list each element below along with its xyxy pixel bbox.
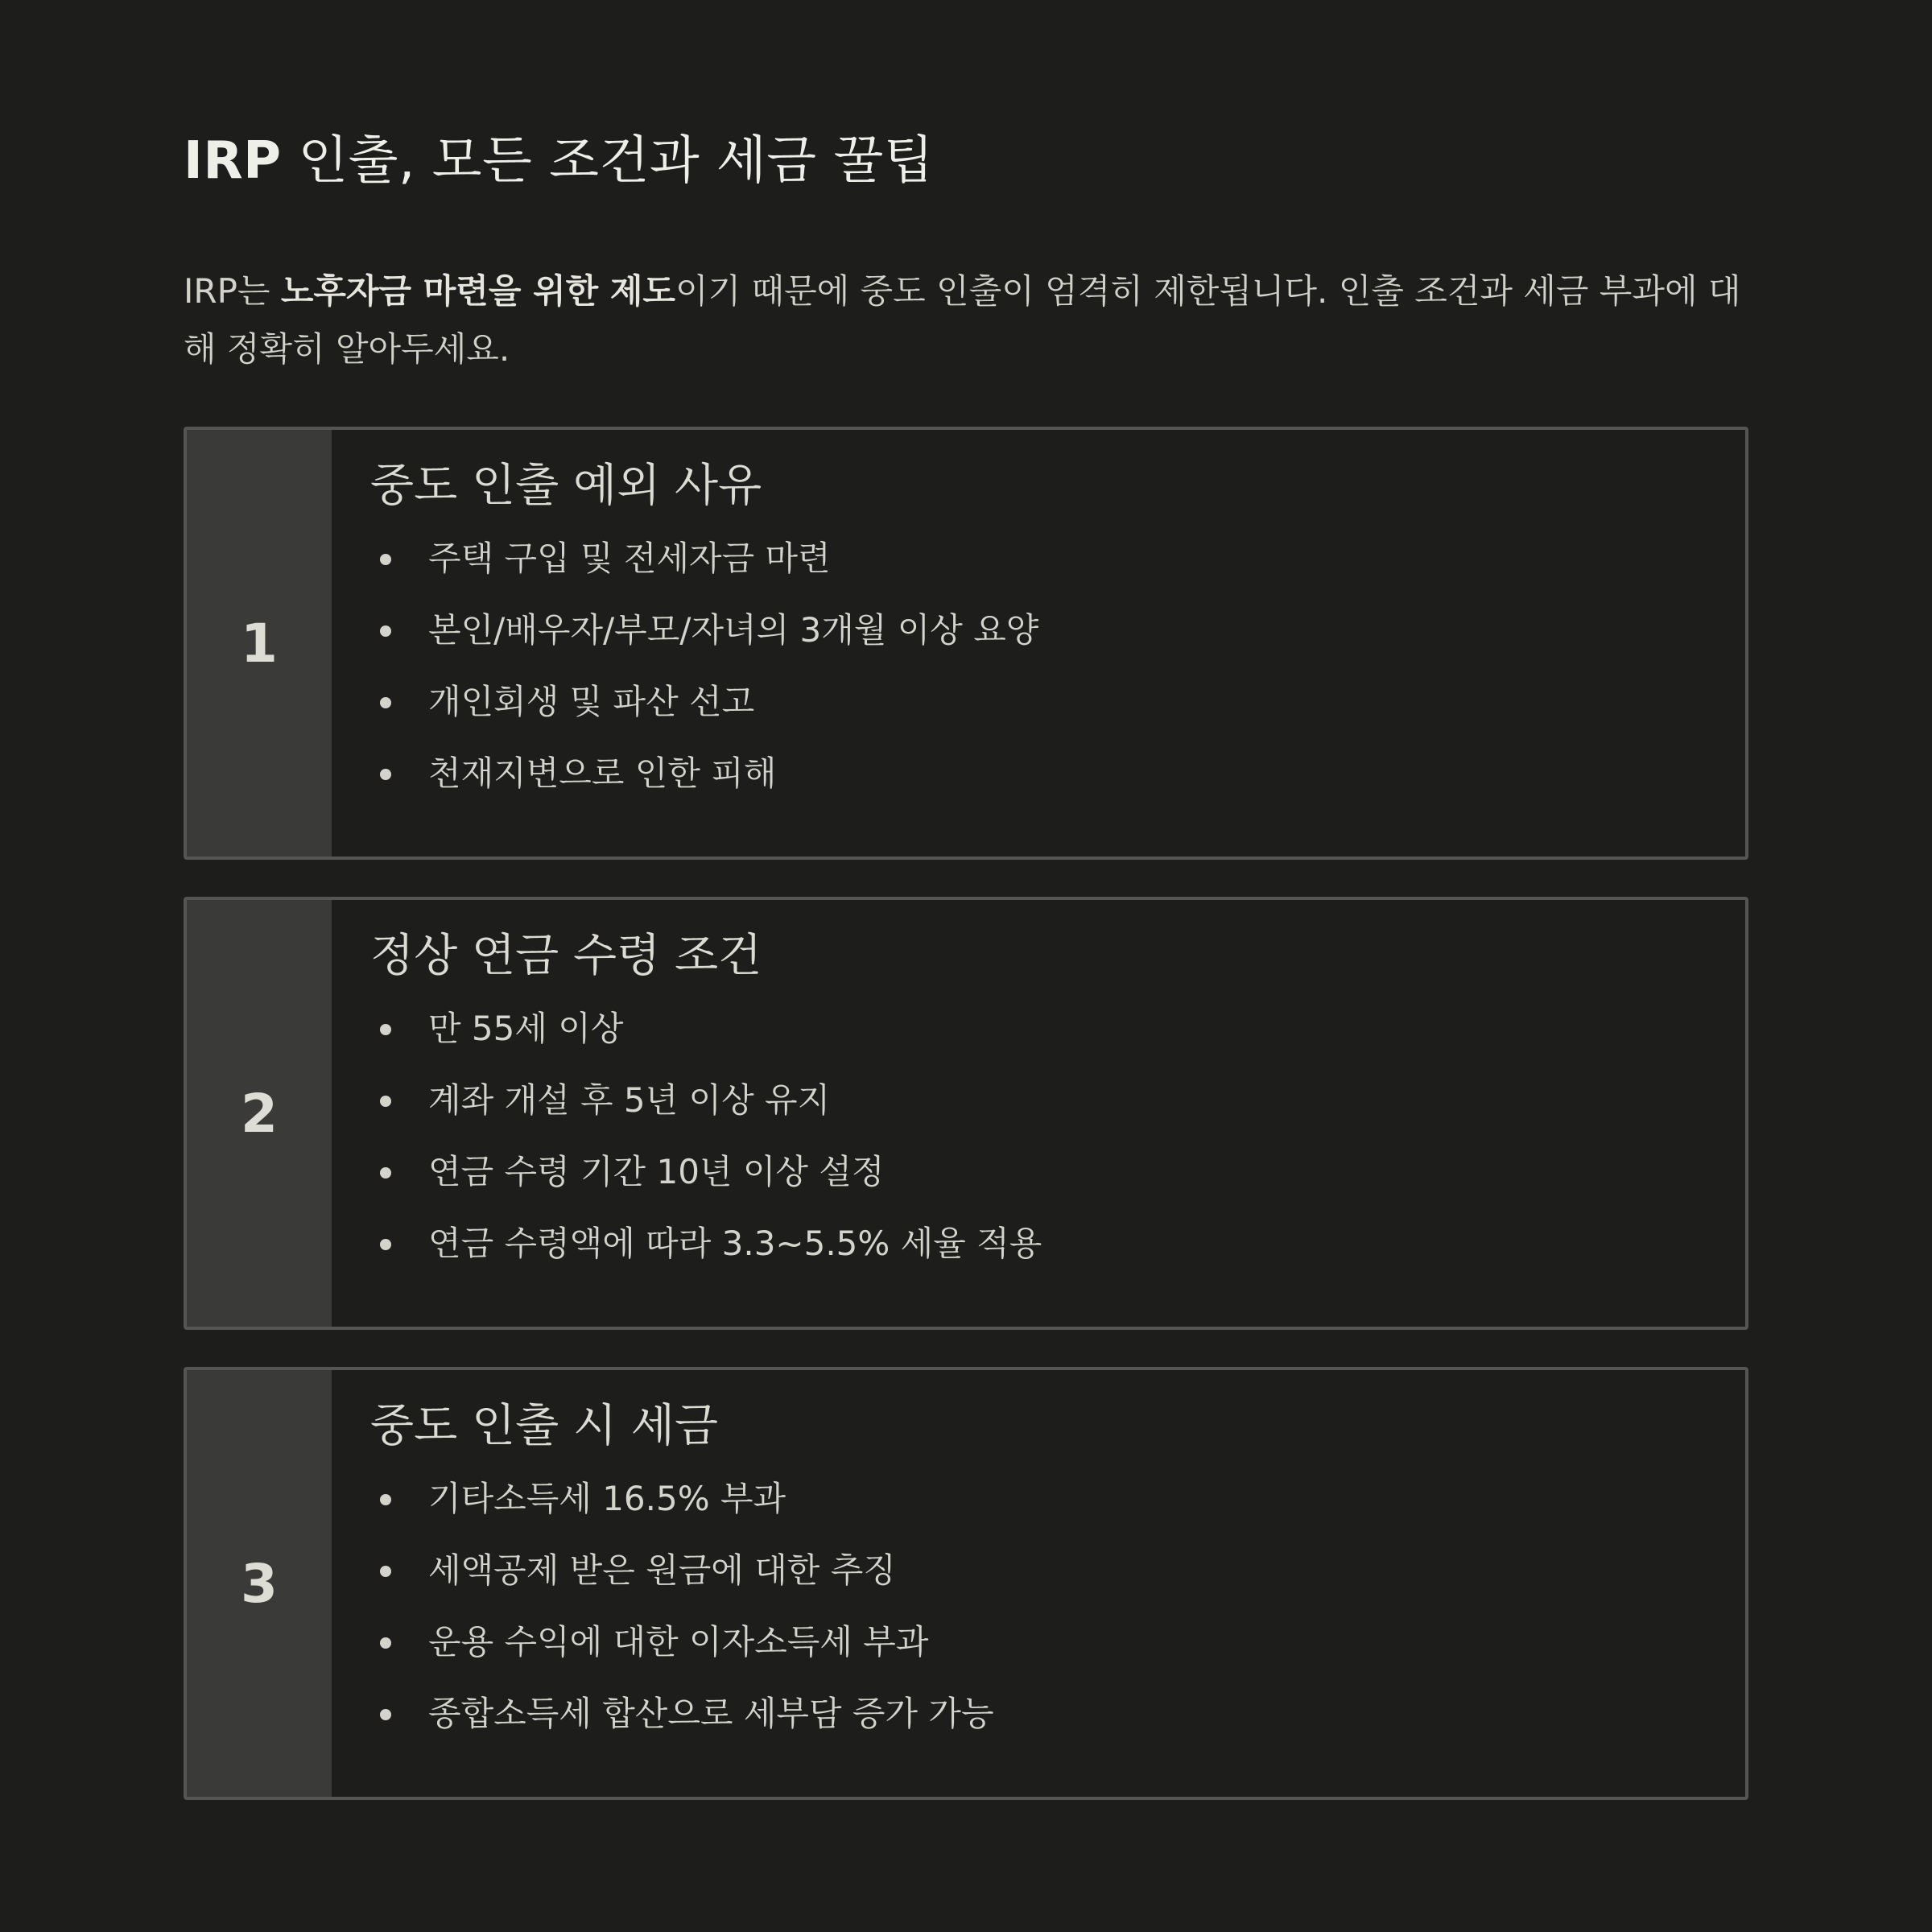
list-item	[370, 1618, 1745, 1666]
intro-prefix: IRP는	[184, 271, 281, 311]
intro-suffix: 이기 때문에 중도 인출이 엄격히 제한됩니다. 인출 조건과 세금 부과에 대해 정확히 알아두세요.	[184, 271, 1741, 369]
bullet-icon	[380, 1494, 391, 1505]
title-brand: IRP	[184, 131, 282, 191]
list-item-text: 만 55세 이상	[428, 1009, 624, 1048]
article	[184, 129, 1748, 1837]
list-item	[370, 606, 1745, 654]
list-item	[370, 1148, 1745, 1196]
intro-paragraph	[184, 262, 1748, 378]
bullet-icon	[380, 1096, 391, 1107]
bullet-list	[370, 535, 1745, 798]
page-title	[184, 129, 1748, 193]
list-item	[370, 678, 1745, 726]
list-item-text: 세액공제 받은 원금에 대한 추징	[428, 1550, 896, 1590]
list-item-text: 계좌 개설 후 5년 이상 유지	[428, 1080, 831, 1120]
bullet-icon	[380, 625, 391, 637]
list-item	[370, 1220, 1745, 1268]
list-item-text: 주택 구입 및 전세자금 마련	[428, 539, 831, 578]
list-item	[370, 749, 1745, 798]
bullet-icon	[380, 1637, 391, 1649]
intro-highlight: 노후자금 마련을 위한 제도	[280, 271, 675, 311]
list-item-text: 운용 수익에 대한 이자소득세 부과	[428, 1622, 929, 1662]
card-number: 3	[187, 1370, 332, 1797]
bullet-icon	[380, 554, 391, 565]
card-body	[332, 1370, 1745, 1797]
list-item-text: 천재지변으로 인한 피해	[428, 753, 777, 793]
list-item-text: 연금 수령액에 따라 3.3~5.5% 세율 적용	[428, 1224, 1042, 1263]
card-body	[332, 430, 1745, 857]
card-early-withdrawal-exceptions	[184, 427, 1748, 860]
list-item	[370, 535, 1745, 583]
card-number: 2	[187, 900, 332, 1327]
list-item-text: 종합소득세 합산으로 세부담 증가 가능	[428, 1694, 994, 1733]
card-number: 1	[187, 430, 332, 857]
card-title: 정상 연금 수령 조건	[370, 930, 762, 982]
card-body	[332, 900, 1745, 1327]
card-pension-conditions	[184, 897, 1748, 1330]
card-title: 중도 인출 시 세금	[370, 1400, 719, 1452]
list-item	[370, 1546, 1745, 1595]
card-list	[184, 427, 1748, 1800]
list-item-text: 연금 수령 기간 10년 이상 설정	[428, 1152, 885, 1191]
bullet-icon	[380, 1167, 391, 1179]
bullet-icon	[380, 697, 391, 708]
bullet-icon	[380, 769, 391, 780]
bullet-list	[370, 1475, 1745, 1738]
list-item	[370, 1475, 1745, 1523]
list-item-text: 개인회생 및 파산 선고	[428, 682, 755, 721]
list-item	[370, 1076, 1745, 1125]
title-text: 인출, 모든 조건과 세금 꿀팁	[281, 131, 935, 191]
list-item-text: 본인/배우자/부모/자녀의 3개월 이상 요양	[428, 610, 1039, 650]
list-item	[370, 1005, 1745, 1053]
bullet-list	[370, 1005, 1745, 1268]
bullet-icon	[380, 1566, 391, 1577]
card-title: 중도 인출 예외 사유	[370, 460, 762, 512]
bullet-icon	[380, 1709, 391, 1720]
list-item	[370, 1690, 1745, 1738]
list-item-text: 기타소득세 16.5% 부과	[428, 1479, 786, 1518]
bullet-icon	[380, 1239, 391, 1250]
bullet-icon	[380, 1024, 391, 1035]
card-early-withdrawal-tax	[184, 1367, 1748, 1800]
